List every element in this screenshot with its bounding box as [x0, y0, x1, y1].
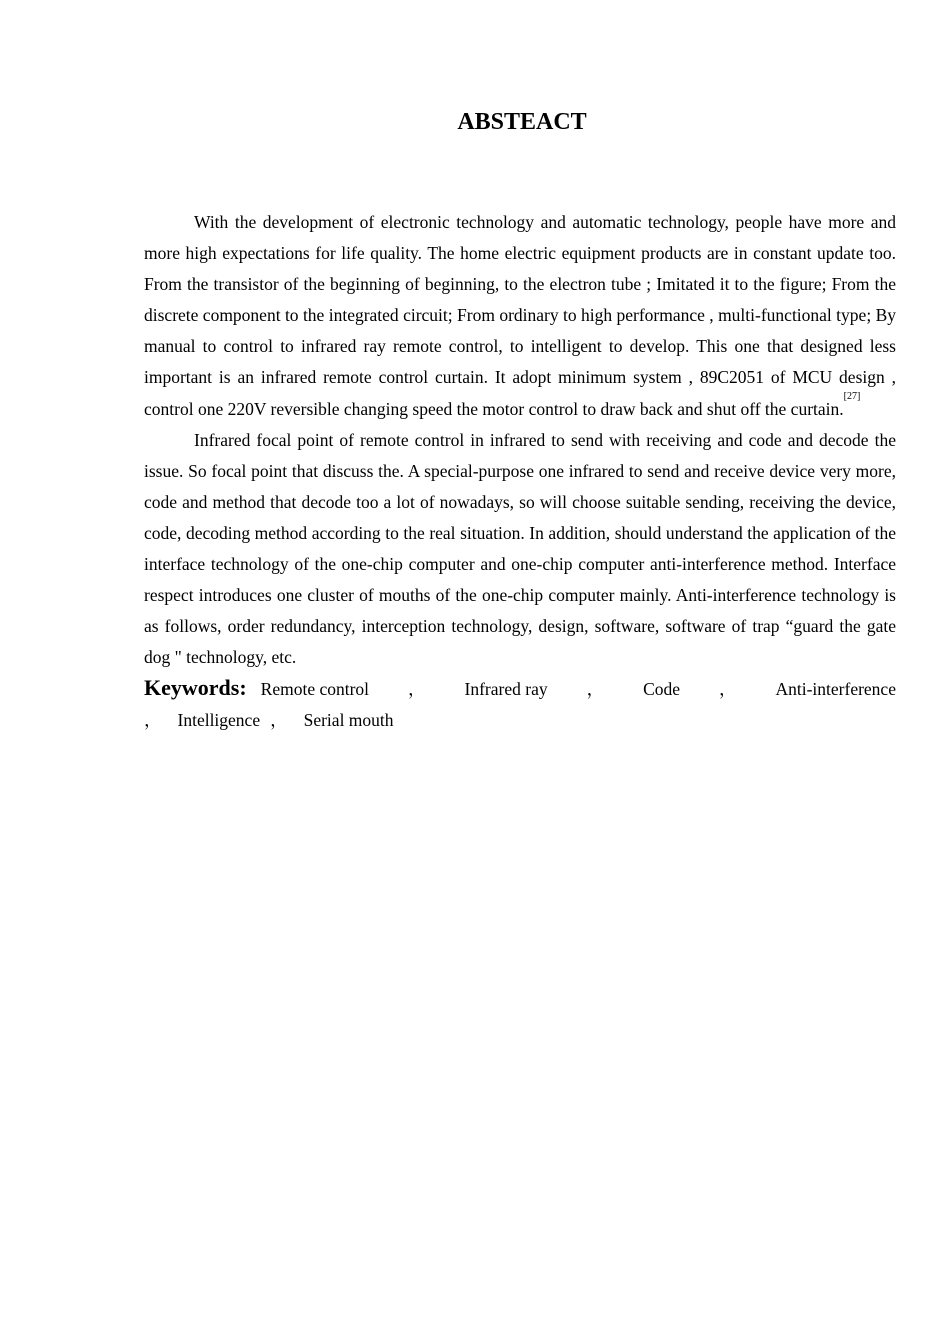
- keyword-separator: ，: [270, 710, 288, 731]
- paragraph-2-text: Infrared focal point of remote control in infrared to send with receiving and code and decode the issue. So focal point that discuss the. A special-purpose one infrared to send and receive device very more, code and method that decode too a lot of nowadays, so will choose suitable sending, receiving the device, code, decoding method according to the real situation. In addition, should understand the application of the interface technology of the one-chip computer and one-chip computer anti-interference method. Interface respect introduces one cluster of mouths of the one-chip computer mainly. Anti-interference technology is as follows, order redundancy, interception technology, design, software, software of trap “guard the gate dog " technology, etc.: [144, 429, 896, 668]
- keywords-section: [144, 672, 896, 736]
- keyword-item: Infrared ray: [464, 679, 548, 700]
- keyword-separator: ，: [719, 679, 737, 700]
- keyword-separator: ，: [144, 710, 162, 731]
- abstract-body: [144, 207, 896, 736]
- keywords-label: Keywords:: [144, 675, 247, 701]
- citation-superscript: [27]: [843, 390, 861, 402]
- keyword-item: Code: [643, 679, 681, 700]
- abstract-title-text: ABSTEACT: [457, 109, 587, 135]
- keywords-group-1: [144, 672, 369, 705]
- keyword-item: Anti-interference: [775, 679, 896, 700]
- keyword-item: Intelligence: [177, 710, 261, 731]
- abstract-paragraph-1: [144, 207, 896, 425]
- keyword-item: Serial mouth: [303, 710, 394, 731]
- keywords-line-2: [144, 705, 896, 736]
- abstract-paragraph-2: [144, 425, 896, 674]
- abstract-title: [144, 106, 896, 138]
- keywords-line-1: [144, 672, 896, 705]
- paragraph-1-text: With the development of electronic technology and automatic technology, people have more and more high expectations for life quality. The home electric equipment products are in constant update too. From the transistor of the beginning of beginning, to the electron tube ; Imitated it to the figure; From the discrete component to the integrated circuit; From ordinary to high performance , multi-functional type; By manual to control to infrared ray remote control, to intelligent to develop. This one that designed less important is an infrared remote control curtain. It adopt minimum system , 89C2051 of MCU design , control one 220V reversible changing speed the motor control to draw back and shut off the curtain.: [144, 212, 896, 419]
- keyword-separator: ，: [408, 679, 426, 700]
- keyword-separator: ，: [586, 679, 605, 700]
- keyword-item: Remote control: [260, 679, 370, 700]
